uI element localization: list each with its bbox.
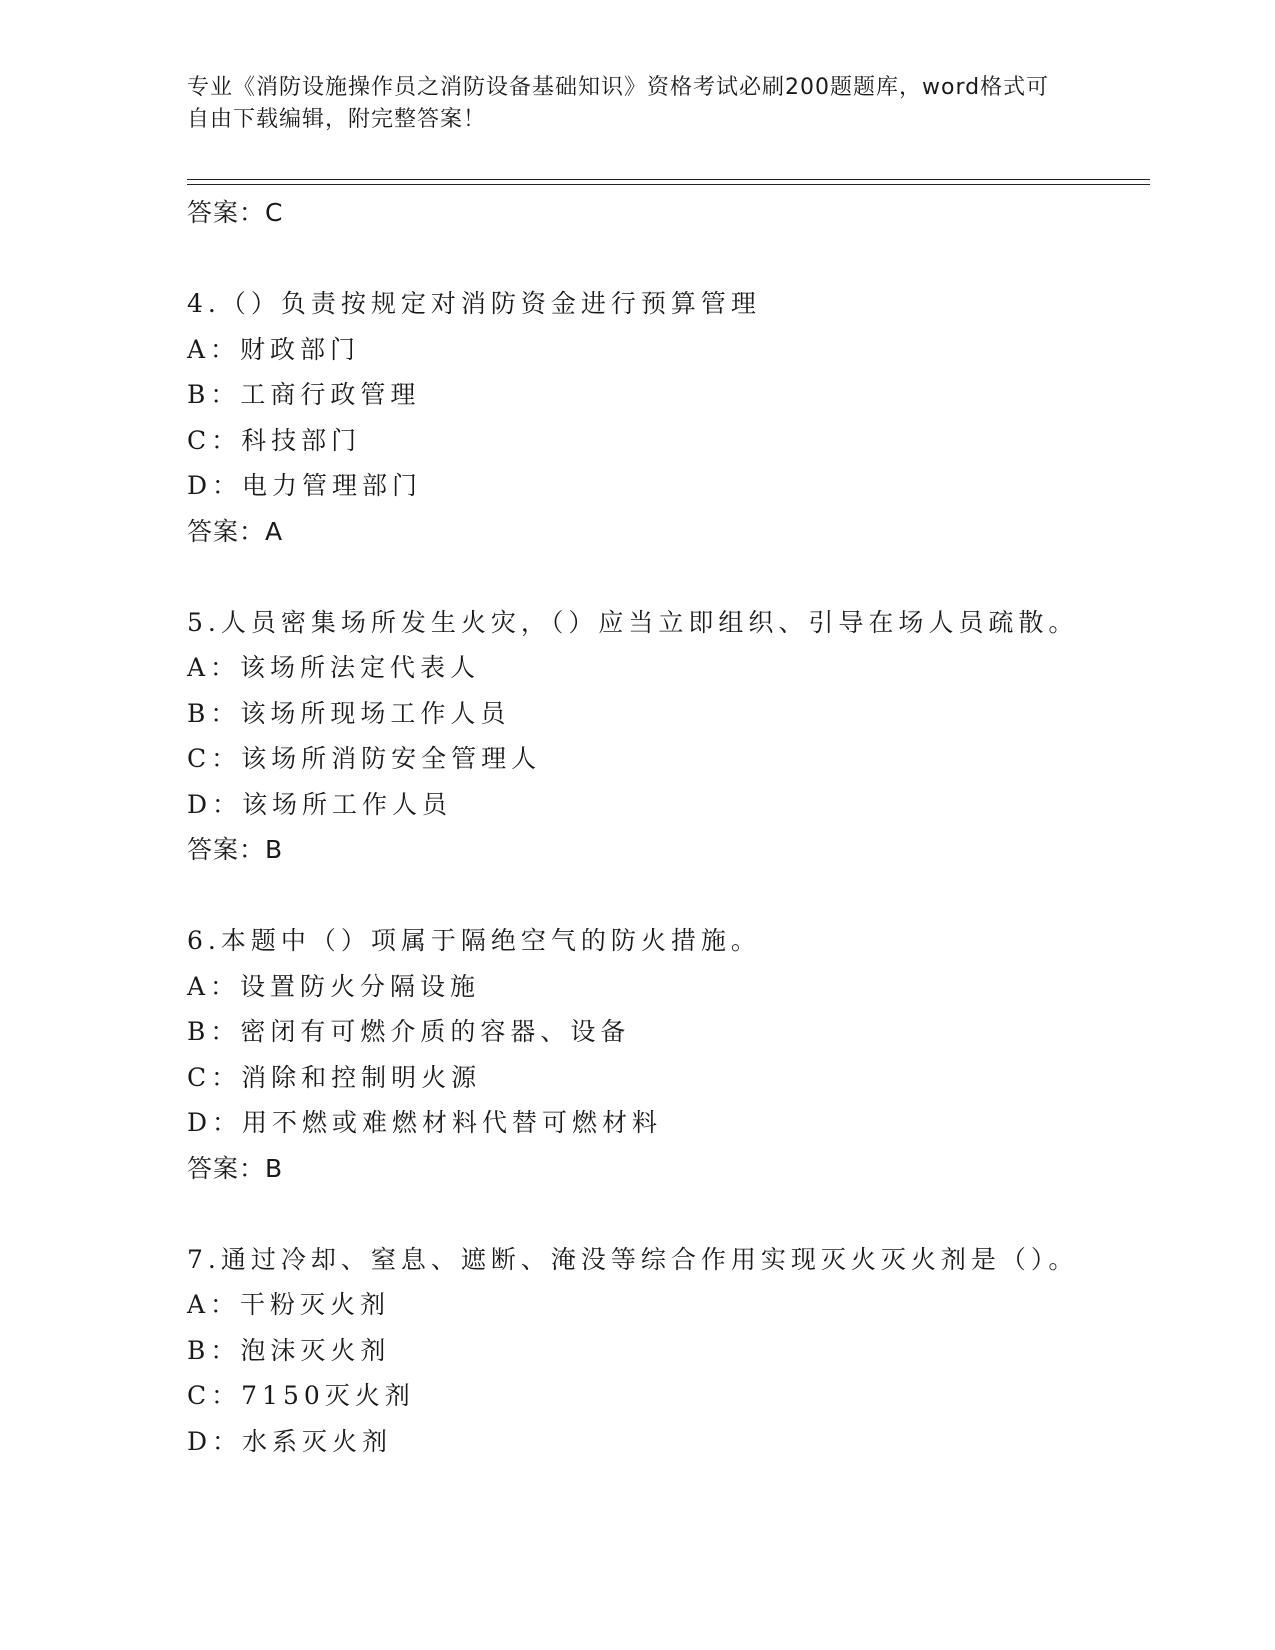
option-c: C：该场所消防安全管理人	[187, 744, 542, 773]
option-d: D：用不燃或难燃材料代替可燃材料	[187, 1108, 663, 1137]
option-d: D：该场所工作人员	[187, 789, 453, 819]
option-c: C：消除和控制明火源	[187, 1062, 482, 1092]
option-b: B：该场所现场工作人员	[187, 698, 511, 728]
answer-line: 答案：B	[187, 835, 284, 864]
option-c: C：科技部门	[187, 425, 362, 455]
header-rule-bottom	[187, 184, 1150, 185]
option-a: A：设置防火分隔设施	[187, 971, 481, 1001]
answer-line: 答案：B	[187, 1153, 284, 1183]
question-stem: 6.本题中（）项属于隔绝空气的防火措施。	[187, 926, 761, 955]
option-d: D：水系灭火剂	[187, 1426, 393, 1456]
document-header: 专业《消防设施操作员之消防设备基础知识》资格考试必刷200题题库，word格式可自由下载编辑，附完整答案！	[187, 75, 1050, 132]
option-a: A：该场所法定代表人	[187, 653, 481, 682]
option-a: A：财政部门	[187, 334, 361, 364]
option-b: B：工商行政管理	[187, 380, 421, 409]
option-c: C：7150灭火剂	[187, 1381, 415, 1410]
question-block	[187, 281, 1147, 554]
option-a: A：干粉灭火剂	[187, 1290, 391, 1319]
question-stem: 7.通过冷却、窒息、遮断、淹没等综合作用实现灭火灭火剂是（）。	[187, 1244, 1079, 1274]
answer-line: 答案：A	[187, 516, 284, 546]
question-block	[187, 1237, 1147, 1465]
header-rule-top	[187, 179, 1150, 180]
option-d: D：电力管理部门	[187, 471, 423, 500]
option-b: B：泡沫灭火剂	[187, 1335, 391, 1365]
question-stem: 5.人员密集场所发生火灾，（）应当立即组织、引导在场人员疏散。	[187, 607, 1079, 637]
question-list	[187, 190, 1147, 1464]
question-block	[187, 918, 1147, 1191]
option-b: B：密闭有可燃介质的容器、设备	[187, 1017, 631, 1046]
question-stem: 4.（）负责按规定对消防资金进行预算管理	[187, 289, 761, 318]
question-block	[187, 600, 1147, 873]
answer-line: 答案：C	[187, 198, 284, 227]
